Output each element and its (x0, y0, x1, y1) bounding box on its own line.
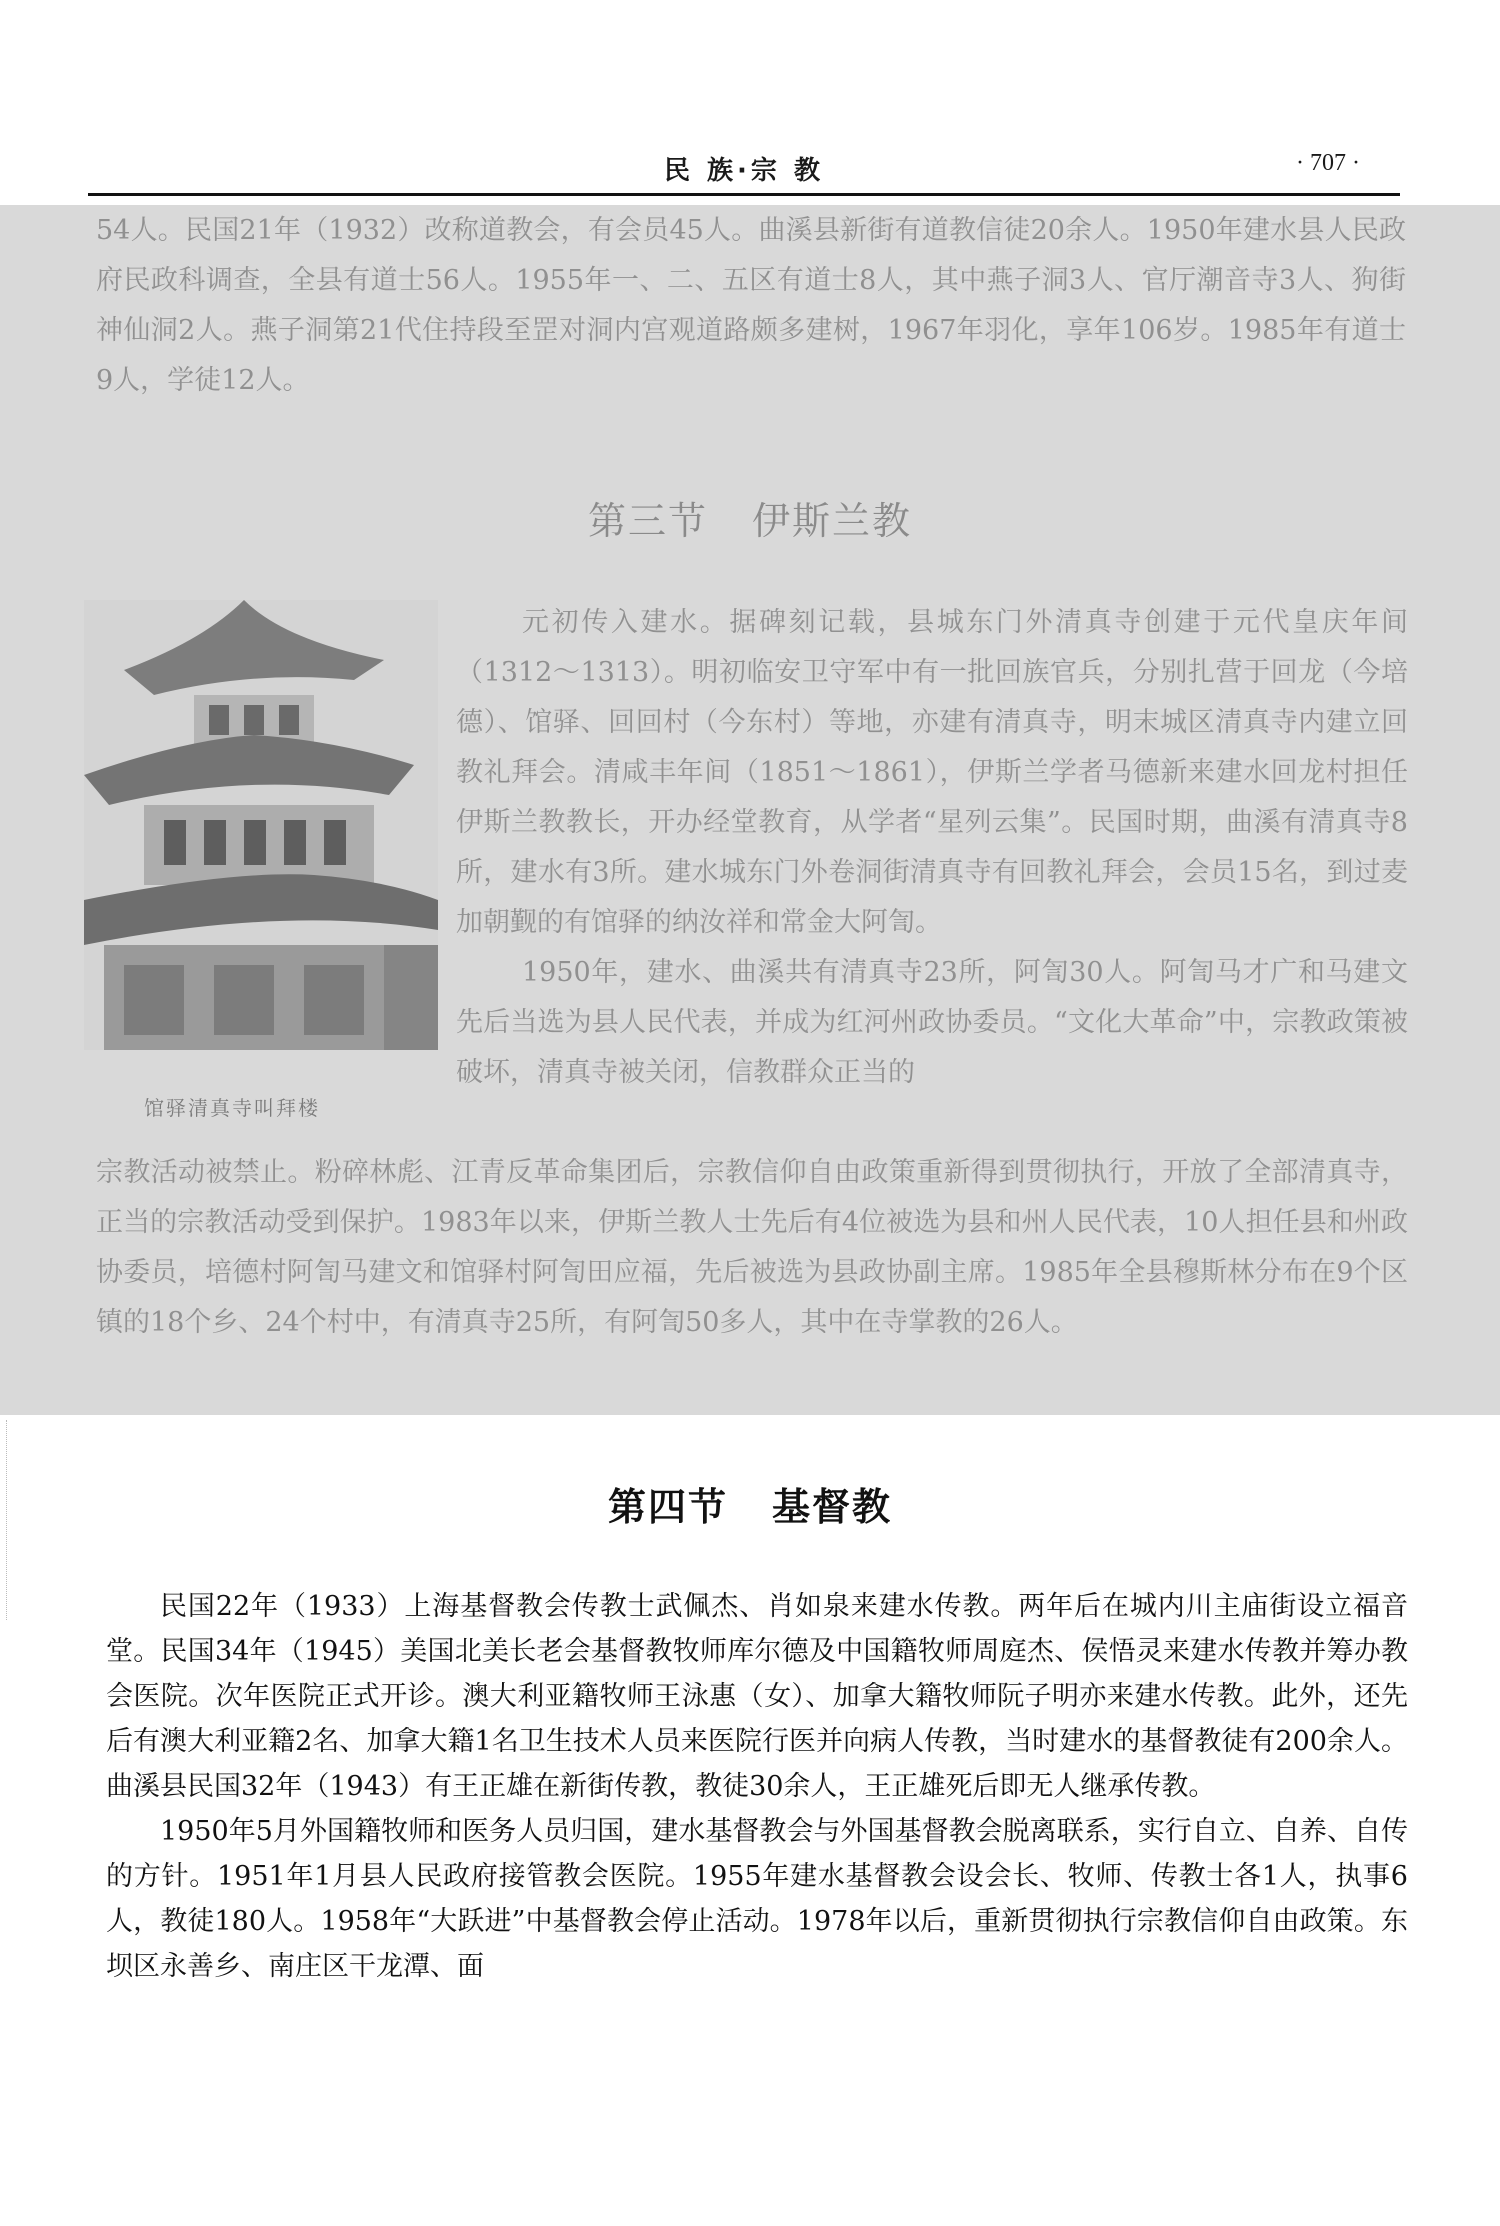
section4-title: 基督教 (772, 1484, 893, 1529)
christianity-paragraph-1: 民国22年（1933）上海基督教会传教士武佩杰、肖如泉来建水传教。两年后在城内川主庙街设立福音堂。民国34年（1945）美国北美长老会基督教牧师库尔德及中国籍牧师周庭杰、侯悟灵来建水传教并筹办教会医院。次年医院正式开诊。澳大利亚籍牧师王泳惠（女）、加拿大籍牧师阮子明亦来建水传教。此外，还先后有澳大利亚籍2名、加拿大籍1名卫生技术人员来医院行医并向病人传教，当时建水的基督教徒有200余人。曲溪县民国32年（1943）有王正雄在新街传教，教徒30余人，王正雄死后即无人继承传教。 (106, 1591, 1408, 1802)
taoism-tail-paragraph: 54人。民国21年（1932）改称道教会，有会员45人。曲溪县新街有道教信徒20余人。1950年建水县人民政府民政科调查，全县有道士56人。1955年一、二、五区有道士8人，其中燕子洞3人、官厅潮音寺3人、狗街神仙洞2人。燕子洞第21代住持段至罡对洞内宫观道路颇多建树，1967年羽化，享年106岁。1985年有道士9人，学徒12人。 (96, 215, 1406, 396)
section4-number: 第四节 (607, 1484, 728, 1529)
section3-heading (0, 490, 1500, 545)
photo-caption: 馆驿清真寺叫拜楼 (144, 1096, 320, 1120)
page-number: · 707 · (1296, 150, 1360, 176)
islam-bottom-block (96, 1148, 1408, 1348)
running-header-title: 民 族·宗 教 (664, 156, 824, 186)
islam-paragraph-2-start: 1950年，建水、曲溪共有清真寺23所，阿訇30人。阿訇马才广和马建文先后当选为县人民代表，并成为红河州政协委员。“文化大革命”中，宗教政策被破坏，清真寺被关闭，信教群众正当的 (456, 957, 1408, 1088)
taoism-tail-block (96, 206, 1406, 406)
islam-right-column (456, 598, 1408, 1098)
section3-title: 伊斯兰教 (752, 499, 913, 543)
section3-number: 第三节 (587, 499, 708, 543)
christianity-paragraph-2: 1950年5月外国籍牧师和医务人员归国，建水基督教会与外国基督教会脱离联系，实行自立、自养、自传的方针。1951年1月县人民政府接管教会医院。1955年建水基督教会设会长、牧师、传教士各1人，执事6人，教徒180人。1958年“大跃进”中基督教会停止活动。1978年以后，重新贯彻执行宗教信仰自由政策。东坝区永善乡、南庄区干龙潭、面 (106, 1816, 1408, 1982)
section4-heading (0, 1476, 1500, 1531)
islam-paragraph-1: 元初传入建水。据碑刻记载，县城东门外清真寺创建于元代皇庆年间（1312～1313）。明初临安卫守军中有一批回族官兵，分别扎营于回龙（今培德）、馆驿、回回村（今东村）等地，亦建有清真寺，明末城区清真寺内建立回教礼拜会。清咸丰年间（1851～1861），伊斯兰学者马德新来建水回龙村担任伊斯兰教教长，开办经堂教育，从学者“星列云集”。民国时期，曲溪有清真寺8所，建水有3所。建水城东门外卷洞街清真寺有回教礼拜会，会员15名，到过麦加朝觐的有馆驿的纳汝祥和常金大阿訇。 (456, 607, 1408, 938)
mosque-photo-figure (84, 600, 438, 1120)
header-rule (88, 193, 1400, 196)
christianity-body (106, 1584, 1408, 1989)
running-header (88, 140, 1400, 196)
mosque-minaret-photo (84, 600, 438, 1050)
islam-paragraph-2-continued: 宗教活动被禁止。粉碎林彪、江青反革命集团后，宗教信仰自由政策重新得到贯彻执行，开放了全部清真寺，正当的宗教活动受到保护。1983年以来，伊斯兰教人士先后有4位被选为县和州人民代表，10人担任县和州政协委员，培德村阿訇马建文和馆驿村阿訇田应福，先后被选为县政协副主席。1985年全县穆斯林分布在9个区镇的18个乡、24个村中，有清真寺25所，有阿訇50多人，其中在寺掌教的26人。 (96, 1157, 1408, 1338)
